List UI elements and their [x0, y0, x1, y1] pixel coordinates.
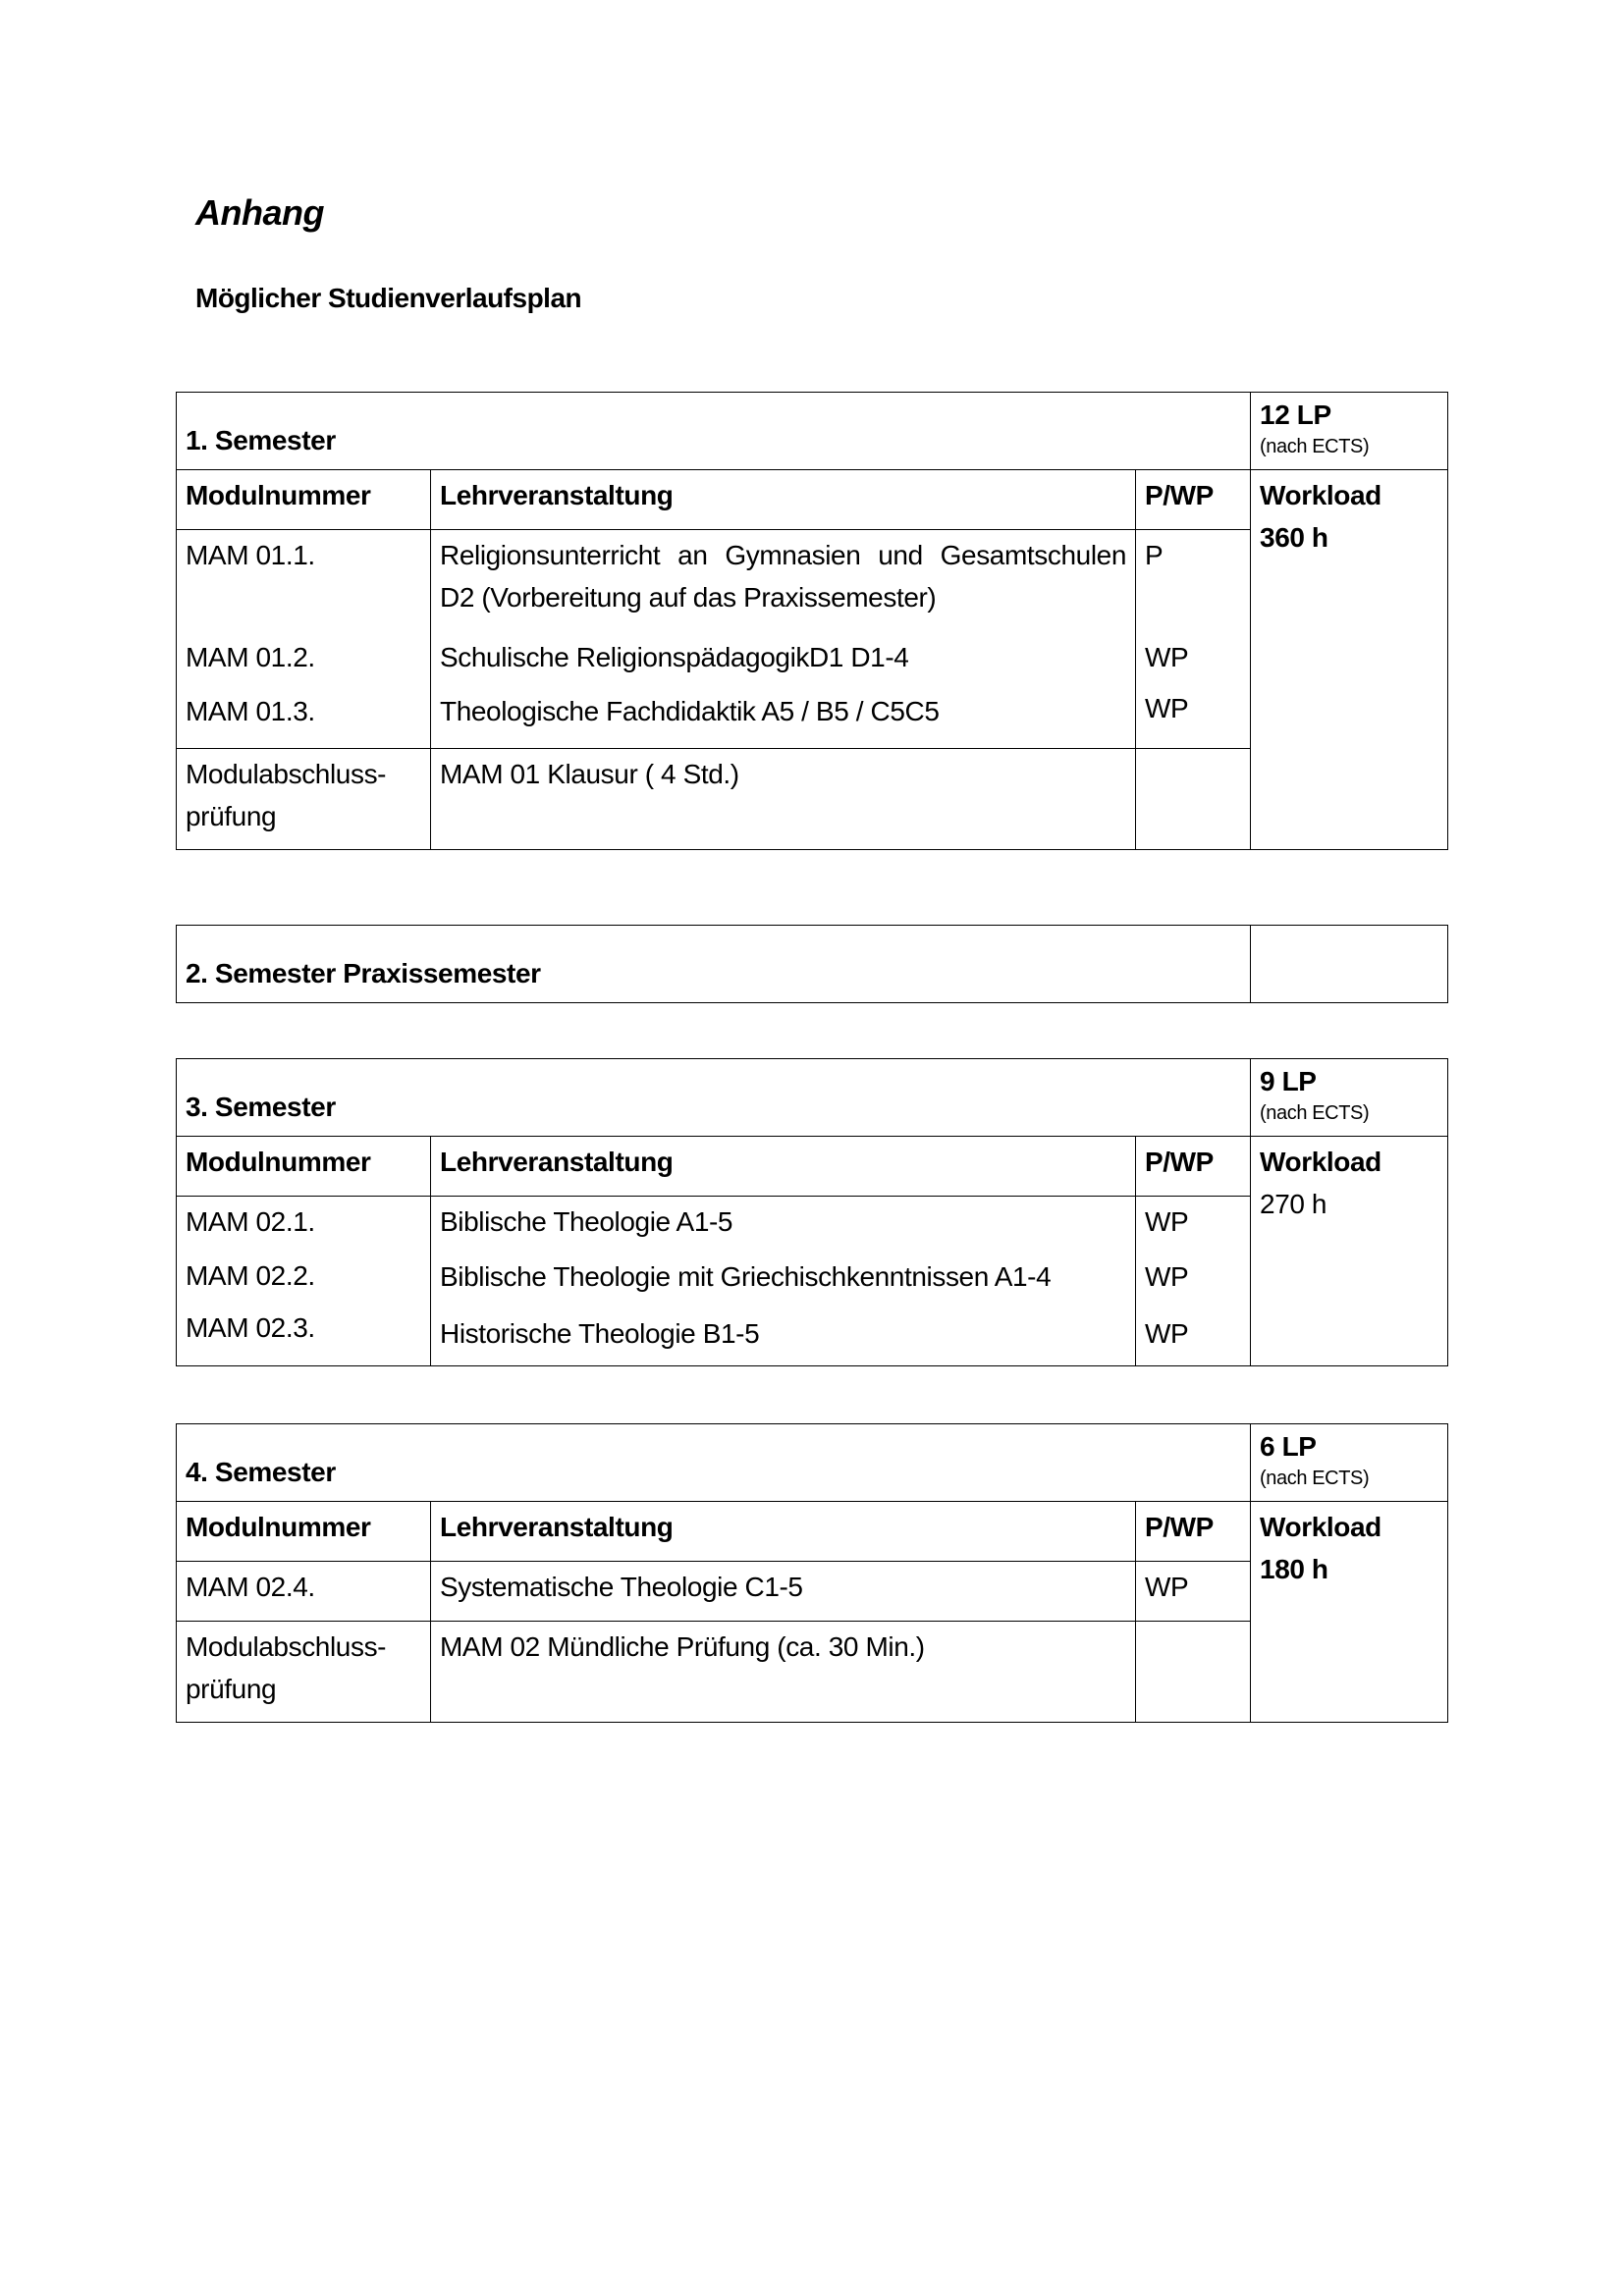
- semester-title: 4. Semester: [177, 1424, 1251, 1502]
- workload-label: Workload: [1260, 480, 1381, 510]
- header-pwp: P/WP: [1136, 470, 1251, 530]
- header-pwp: P/WP: [1136, 1137, 1251, 1197]
- semester-2-table: [176, 925, 1448, 1003]
- lp-value: 12 LP: [1260, 400, 1331, 430]
- lp-value: 6 LP: [1260, 1431, 1317, 1462]
- course-name: Historische Theologie B1-5: [440, 1318, 760, 1349]
- module-numbers: [177, 530, 431, 749]
- module-number: MAM 02.1.: [186, 1206, 315, 1237]
- module-number: MAM 01.1.: [186, 540, 315, 570]
- module-type: WP: [1145, 1318, 1189, 1349]
- lp-cell: [1251, 1059, 1448, 1137]
- module-number: MAM 02.4.: [177, 1562, 431, 1622]
- module-types: [1136, 530, 1251, 749]
- module-type: WP: [1145, 693, 1189, 723]
- module-type: WP: [1145, 1261, 1189, 1292]
- header-pwp: P/WP: [1136, 1502, 1251, 1562]
- semester-title: 1. Semester: [177, 393, 1251, 470]
- exam-label: Modulabschluss-prüfung: [177, 1622, 431, 1723]
- lp-cell: [1251, 926, 1448, 1003]
- lp-value: 9 LP: [1260, 1066, 1317, 1096]
- page-heading: Anhang: [195, 192, 324, 233]
- header-lehrveranstaltung: Lehrveranstaltung: [431, 470, 1136, 530]
- module-number: MAM 02.2.: [186, 1260, 315, 1291]
- workload-cell: [1251, 470, 1448, 850]
- module-types: [1136, 1197, 1251, 1366]
- workload-value: 270 h: [1260, 1189, 1327, 1219]
- module-number: MAM 01.3.: [186, 696, 315, 726]
- exam-description: MAM 02 Mündliche Prüfung (ca. 30 Min.): [431, 1622, 1136, 1723]
- course-name: Religionsunterricht an Gymnasien und Gesamtschulen D2 (Vorbereitung auf das Praxissemester): [440, 540, 1126, 613]
- header-modulnummer: Modulnummer: [177, 1137, 431, 1197]
- exam-type: [1136, 1622, 1251, 1723]
- semester-title: 2. Semester Praxissemester: [177, 926, 1251, 1003]
- module-numbers: [177, 1197, 431, 1366]
- header-modulnummer: Modulnummer: [177, 470, 431, 530]
- header-lehrveranstaltung: Lehrveranstaltung: [431, 1502, 1136, 1562]
- exam-type: [1136, 749, 1251, 850]
- module-number: MAM 02.3.: [186, 1312, 315, 1343]
- module-type: WP: [1136, 1562, 1251, 1622]
- course-name: Biblische Theologie mit Griechischkenntnissen A1-4: [440, 1261, 1052, 1292]
- exam-description: MAM 01 Klausur ( 4 Std.): [431, 749, 1136, 850]
- semester-1-table: [176, 392, 1448, 850]
- course-name: Biblische Theologie A1-5: [440, 1206, 733, 1237]
- workload-value: 180 h: [1260, 1554, 1328, 1584]
- semester-3-table: [176, 1058, 1448, 1366]
- lp-cell: [1251, 1424, 1448, 1502]
- exam-label: Modulabschluss-prüfung: [177, 749, 431, 850]
- page-subheading: Möglicher Studienverlaufsplan: [195, 283, 582, 313]
- ects-note: (nach ECTS): [1260, 436, 1370, 457]
- course-name: Theologische Fachdidaktik A5 / B5 / C5C5: [440, 696, 940, 726]
- ects-note: (nach ECTS): [1260, 1468, 1370, 1489]
- header-lehrveranstaltung: Lehrveranstaltung: [431, 1137, 1136, 1197]
- workload-cell: [1251, 1502, 1448, 1723]
- header-modulnummer: Modulnummer: [177, 1502, 431, 1562]
- workload-value: 360 h: [1260, 522, 1328, 553]
- course-names: [431, 1197, 1136, 1366]
- module-number: MAM 01.2.: [186, 642, 315, 672]
- semester-title: 3. Semester: [177, 1059, 1251, 1137]
- course-name: Schulische ReligionspädagogikD1 D1-4: [440, 642, 909, 672]
- course-names: [431, 530, 1136, 749]
- workload-cell: [1251, 1137, 1448, 1366]
- course-name: Systematische Theologie C1-5: [431, 1562, 1136, 1622]
- module-type: WP: [1145, 642, 1189, 672]
- lp-cell: [1251, 393, 1448, 470]
- workload-label: Workload: [1260, 1147, 1381, 1177]
- ects-note: (nach ECTS): [1260, 1102, 1370, 1124]
- module-type: WP: [1145, 1206, 1189, 1237]
- module-type: P: [1145, 540, 1164, 570]
- workload-label: Workload: [1260, 1512, 1381, 1542]
- semester-4-table: [176, 1423, 1448, 1723]
